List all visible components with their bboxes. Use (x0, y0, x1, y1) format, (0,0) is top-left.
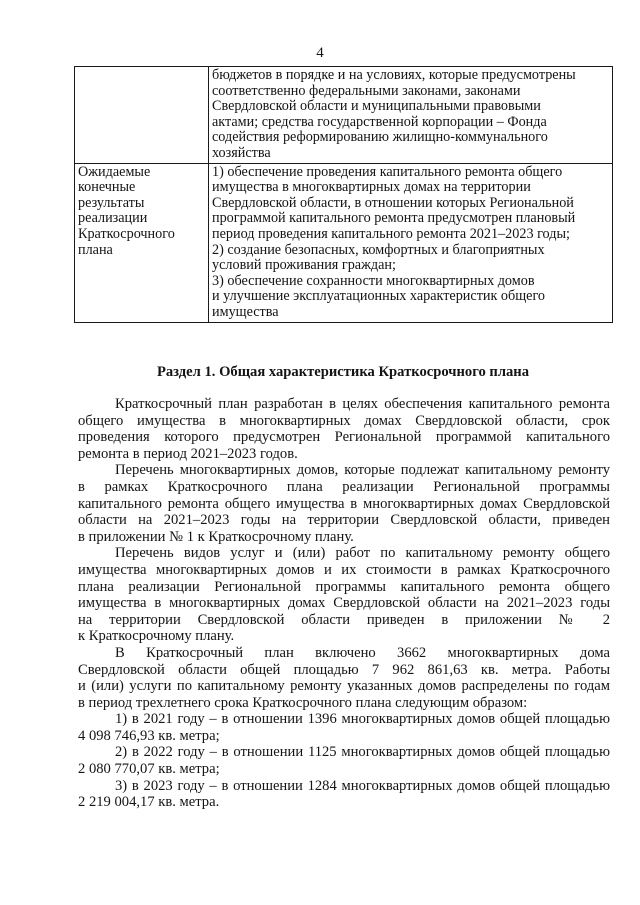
paragraph-line: Перечень видов услуг и (или) работ по капитальному ремонту общего (115, 545, 610, 562)
table-label-cell (75, 67, 209, 164)
table-content-line: содействия реформированию жилищно-коммунального (212, 129, 548, 146)
table-content-line: актами; средства государственной корпорации – Фонда (212, 113, 547, 130)
table-content-line: 3) обеспечение сохранности многоквартирных домов (212, 272, 535, 289)
passport-table-body (75, 67, 613, 323)
table-content-line: Свердловской области, в отношении которых Региональной (212, 194, 574, 211)
paragraph-line: плана реализации Региональной программы капитального ремонта общего (78, 578, 610, 595)
table-label-line: реализации (78, 210, 148, 227)
paragraph-line: имущества в многоквартирных домах Свердловской области на 2021–2023 годы (78, 595, 610, 612)
table-label-line: плана (78, 241, 113, 258)
table-content-line: 1) обеспечение проведения капитального ремонта общего (212, 163, 563, 180)
table-content-line: программой капитального ремонта предусмотрен плановый (212, 210, 576, 227)
paragraph-line: на территории Свердловской области приведен в приложении № 2 (78, 611, 610, 628)
table-content-line: 2) создание безопасных, комфортных и благоприятных (212, 241, 545, 258)
paragraph-line: области на 2021–2023 годы на территории Свердловской области, приведен (78, 512, 610, 529)
paragraph-line: в рамках Краткосрочного плана реализации Региональной программы (78, 478, 610, 495)
paragraph-line: 2) в 2022 году – в отношении 1125 многоквартирных домов общей площадью (115, 744, 610, 761)
page-number: 4 (316, 45, 324, 61)
body-paragraph (78, 744, 610, 777)
table-label-cell (75, 163, 209, 322)
paragraph-line: Перечень многоквартирных домов, которые подлежат капитальному ремонту (115, 462, 610, 479)
body-paragraph (78, 396, 610, 462)
paragraph-line: Свердловской области общей площадью 7 962 861,63 кв. метра. Работы (78, 661, 610, 678)
table-label-line: результаты (78, 194, 145, 211)
paragraph-line: в приложении № 1 к Краткосрочному плану. (78, 528, 354, 545)
table-row (75, 163, 613, 322)
body-paragraph (78, 545, 610, 645)
table-content-line: имущества (212, 303, 279, 320)
paragraph-line: 2 080 770,07 кв. метра; (78, 761, 220, 778)
table-content-line: соответственно федеральными законами, законами (212, 82, 521, 99)
section-body (78, 396, 610, 811)
paragraph-line: проведения которого предусмотрен Региональной программой капитального (78, 429, 610, 446)
table-label-line: Краткосрочного (78, 225, 175, 242)
table-content-line: бюджетов в порядке и на условиях, которые предусмотрены (212, 67, 576, 83)
paragraph-line: 1) в 2021 году – в отношении 1396 многоквартирных домов общей площадью (115, 711, 610, 728)
table-label-line: Ожидаемые (78, 163, 151, 180)
paragraph-line: в период трехлетнего срока Краткосрочного плана следующим образом: (78, 694, 528, 711)
table-row (75, 67, 613, 164)
table-content-line: Свердловской области и муниципальными правовыми (212, 98, 541, 115)
paragraph-line: Краткосрочный план разработан в целях обеспечения капитального ремонта (115, 396, 610, 412)
table-content-line: период проведения капитального ремонта 2021–2023 годы; (212, 225, 570, 242)
body-paragraph (78, 778, 610, 811)
paragraph-line: к Краткосрочному плану. (78, 628, 235, 645)
table-content-line: имущества в многоквартирных домах на территории (212, 179, 531, 196)
paragraph-line: и (или) услуги по капитальному ремонту указанных домов распределены по годам (78, 678, 610, 695)
passport-table (74, 66, 613, 323)
paragraph-line: 4 098 746,93 кв. метра; (78, 727, 220, 744)
paragraph-line: имущества многоквартирных домов и их стоимости в рамках Краткосрочного (78, 561, 610, 578)
section-heading: Раздел 1. Общая характеристика Краткосрочного плана (156, 364, 530, 380)
table-content-line: и улучшение эксплуатационных характеристик общего (212, 288, 546, 305)
paragraph-line: В Краткосрочный план включено 3662 многоквартирных дома (115, 644, 610, 661)
paragraph-line: 2 219 004,17 кв. метра. (78, 794, 220, 811)
body-paragraph (78, 645, 610, 711)
table-label-line: конечные (78, 179, 136, 196)
paragraph-line: ремонта в период 2021–2023 годов. (78, 445, 298, 462)
table-content-line: условий проживания граждан; (212, 257, 396, 274)
table-content-cell (209, 163, 613, 322)
body-paragraph (78, 462, 610, 545)
table-content-line: хозяйства (212, 144, 271, 161)
table-content-cell (209, 67, 613, 164)
paragraph-line: 3) в 2023 году – в отношении 1284 многоквартирных домов общей площадью (115, 777, 610, 794)
paragraph-line: капитального ремонта общего имущества в многоквартирных домах Свердловской (78, 495, 610, 512)
body-paragraph (78, 711, 610, 744)
paragraph-line: общего имущества в многоквартирных домах Свердловской области, срок (78, 412, 610, 429)
